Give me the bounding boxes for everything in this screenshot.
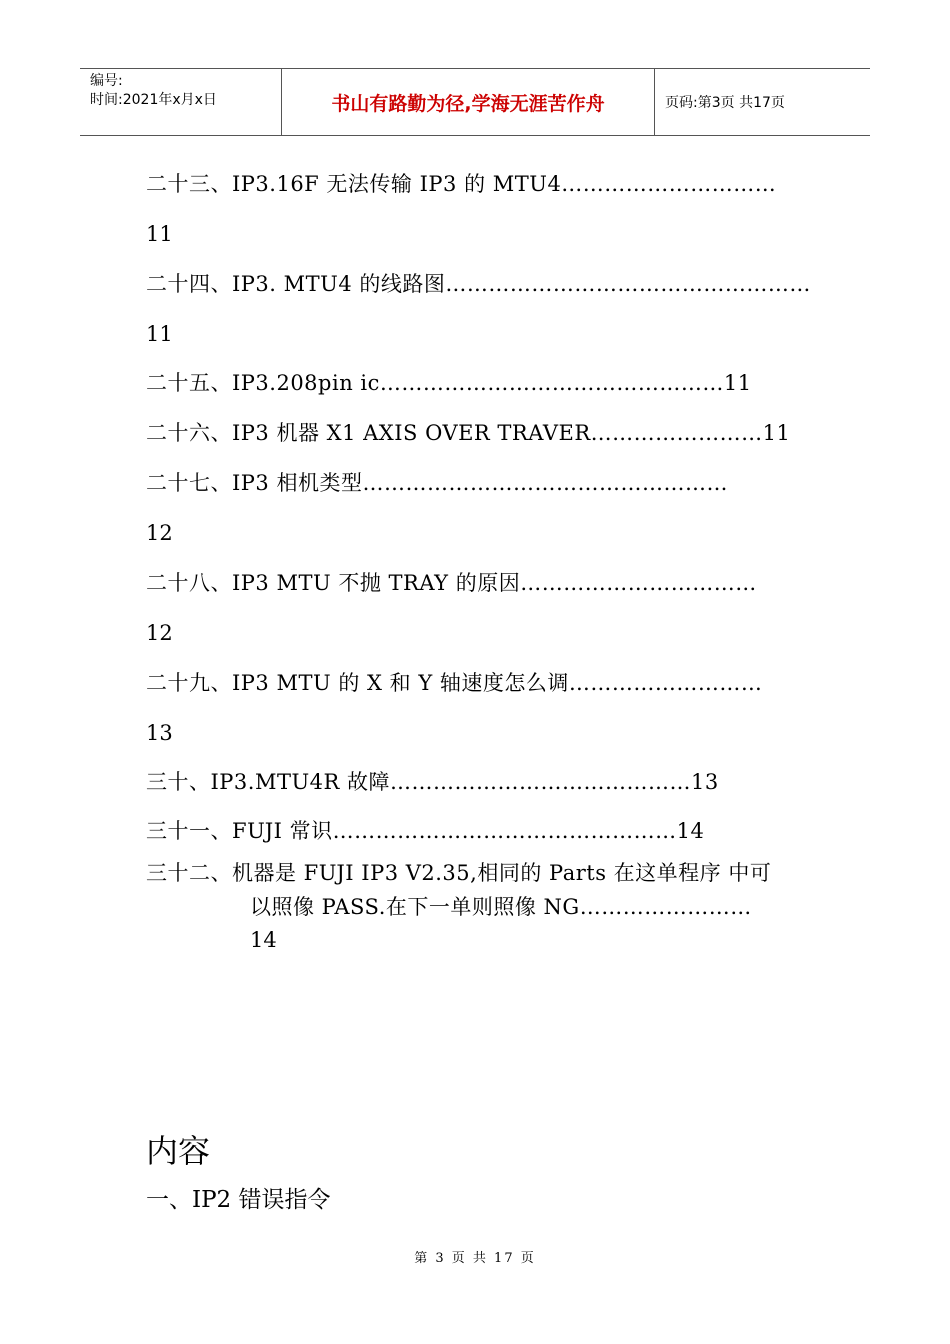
toc-entry-32-page: 14 [250,928,277,952]
toc-entry-27[interactable]: 二十七、IP3 相机类型…………………………………………… [146,471,728,495]
toc-entry-30[interactable]: 三十、IP3.MTU4R 故障……………………………………13 [146,770,719,794]
toc-entry-32[interactable]: 三十二、机器是 FUJI IP3 V2.35,相同的 Parts 在这单程序 中可 [146,861,772,885]
header-time-label: 时间:2021年x月x日 [90,92,217,108]
toc-entry-23[interactable]: 二十三、IP3.16F 无法传输 IP3 的 MTU4………………………… [146,172,777,196]
toc-entry-25[interactable]: 二十五、IP3.208pin ic…………………………………………11 [146,371,752,395]
header-number-label: 编号: [90,73,123,89]
toc-entry-28[interactable]: 二十八、IP3 MTU 不抛 TRAY 的原因…………………………… [146,571,757,595]
page-header [80,68,870,136]
section-subtitle: 一、IP2 错误指令 [146,1187,331,1213]
page-footer: 第 3 页 共 17 页 [414,1251,536,1266]
toc-entry-29-page: 13 [146,721,173,745]
toc-entry-27-page: 12 [146,521,173,545]
toc-entry-23-page: 11 [146,222,173,246]
toc-entry-28-page: 12 [146,621,173,645]
header-meta [80,69,282,135]
section-title: 内容 [146,1132,211,1170]
toc-entry-32-cont[interactable]: 以照像 PASS.在下一单则照像 NG…………………… [250,895,752,919]
toc-entry-31[interactable]: 三十一、FUJI 常识…………………………………………14 [146,819,705,843]
toc-entry-29[interactable]: 二十九、IP3 MTU 的 X 和 Y 轴速度怎么调……………………… [146,671,763,695]
header-page-info: 页码:第3页 共17页 [665,95,785,111]
toc-entry-26[interactable]: 二十六、IP3 机器 X1 AXIS OVER TRAVER……………………11 [146,421,791,445]
toc-entry-24-page: 11 [146,322,173,346]
toc-entry-24[interactable]: 二十四、IP3. MTU4 的线路图…………………………………………… [146,272,811,296]
header-motto: 书山有路勤为径,学海无涯苦作舟 [282,69,655,135]
